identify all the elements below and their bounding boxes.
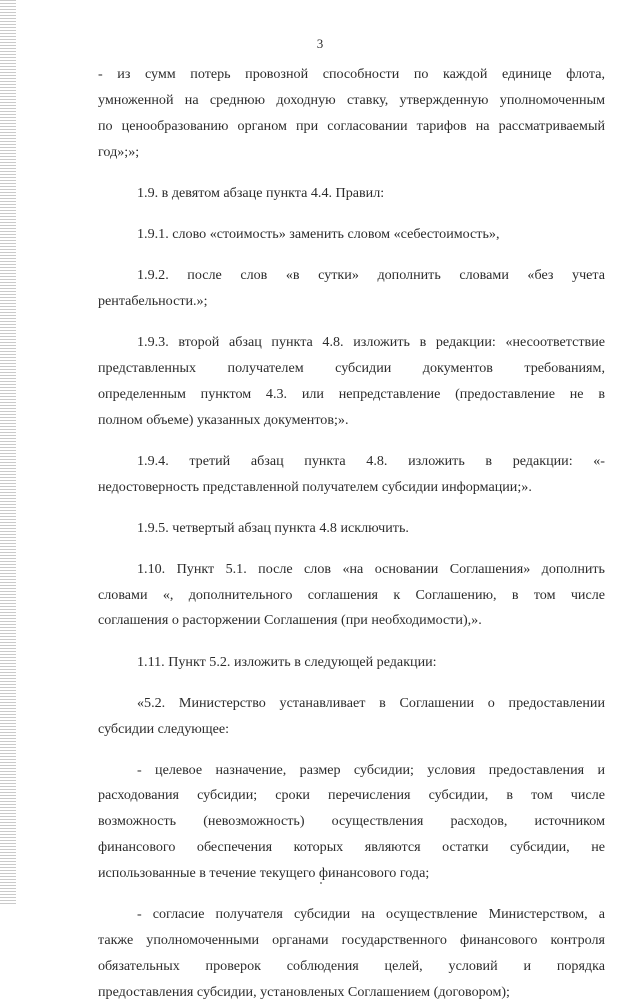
text-line: 1.9.2. после слов «в сутки» дополнить словами «без учета [137,266,605,283]
text-line: расходования субсидии; сроки перечисления субсидии, в том числе [98,787,605,804]
text-line: полном объеме) указанных документов;». [98,411,349,428]
paragraph-gap [98,541,605,556]
text-line: недостоверность представленной получателем субсидии информации;». [98,478,532,495]
text-line: использованные в течение текущего финансового года; [98,865,430,882]
text-line: соглашения о расторжении Соглашения (при необходимости),». [98,612,482,629]
text-line: финансового обеспечения которых являются остатки субсидии, не [98,839,605,856]
paragraph-gap [98,207,605,222]
paragraph-gap [98,887,605,902]
text-line: - целевое назначение, размер субсидии; условия предоставления и [137,761,605,778]
paragraph-gap [98,248,605,263]
text-line: 1.9.5. четвертый абзац пункта 4.8 исключить. [137,519,409,536]
paragraph-gap [98,500,605,515]
text-line: - из сумм потерь провозной способности по каждой единице флота, [98,66,605,82]
paragraph-gap [98,634,605,649]
paragraph-gap [98,166,605,181]
text-line: возможность (невозможность) осуществления расходов, источником [98,813,605,830]
scan-edge-artifact [0,0,16,905]
paragraph-gap [98,742,605,757]
text-line: представленных получателем субсидии документов требованиям, [98,359,605,376]
paragraph-gap [98,675,605,690]
text-line: год»;»; [98,143,140,160]
text-line: 1.10. Пункт 5.1. после слов «на основании Соглашения» дополнить [137,560,605,577]
text-line: рентабельности.»; [98,292,208,309]
paragraph-gap [98,315,605,330]
text-line: умноженной на среднюю доходную ставку, утвержденную уполномоченным [98,91,605,108]
text-line: определенным пунктом 4.3. или непредставление (предоставление не в [98,385,605,402]
text-line: также уполномоченными органами государственного финансового контроля [98,932,605,949]
text-line: субсидии следующее: [98,720,230,737]
text-line: по ценообразованию органом при согласовании тарифов на рассматриваемый [98,117,605,134]
scan-speck [320,882,322,884]
text-line: 1.9.3. второй абзац пункта 4.8. изложить в редакции: «несоответствие [137,333,605,350]
text-line: 1.9.4. третий абзац пункта 4.8. изложить в редакции: «- [137,452,605,469]
text-line: 1.9.1. слово «стоимость» заменить словом «себестоимость», [137,225,500,242]
text-line: обязательных проверок соблюдения целей, условий и порядка [98,958,605,974]
text-line: 1.9. в девятом абзаце пункта 4.4. Правил: [137,184,385,201]
text-line: предоставления субсидии, установленых Соглашением (договором); [98,983,510,1000]
text-line: 1.11. Пункт 5.2. изложить в следующей редакции: [137,653,437,670]
document-body [98,62,605,1006]
text-line: словами «, дополнительного соглашения к Соглашению, в том числе [98,586,605,603]
text-line: «5.2. Министерство устанавливает в Соглашении о предоставлении [137,694,605,711]
paragraph-gap [98,433,605,448]
text-line: - согласие получателя субсидии на осуществление Министерством, а [137,906,605,923]
page-number: 3 [316,36,324,51]
